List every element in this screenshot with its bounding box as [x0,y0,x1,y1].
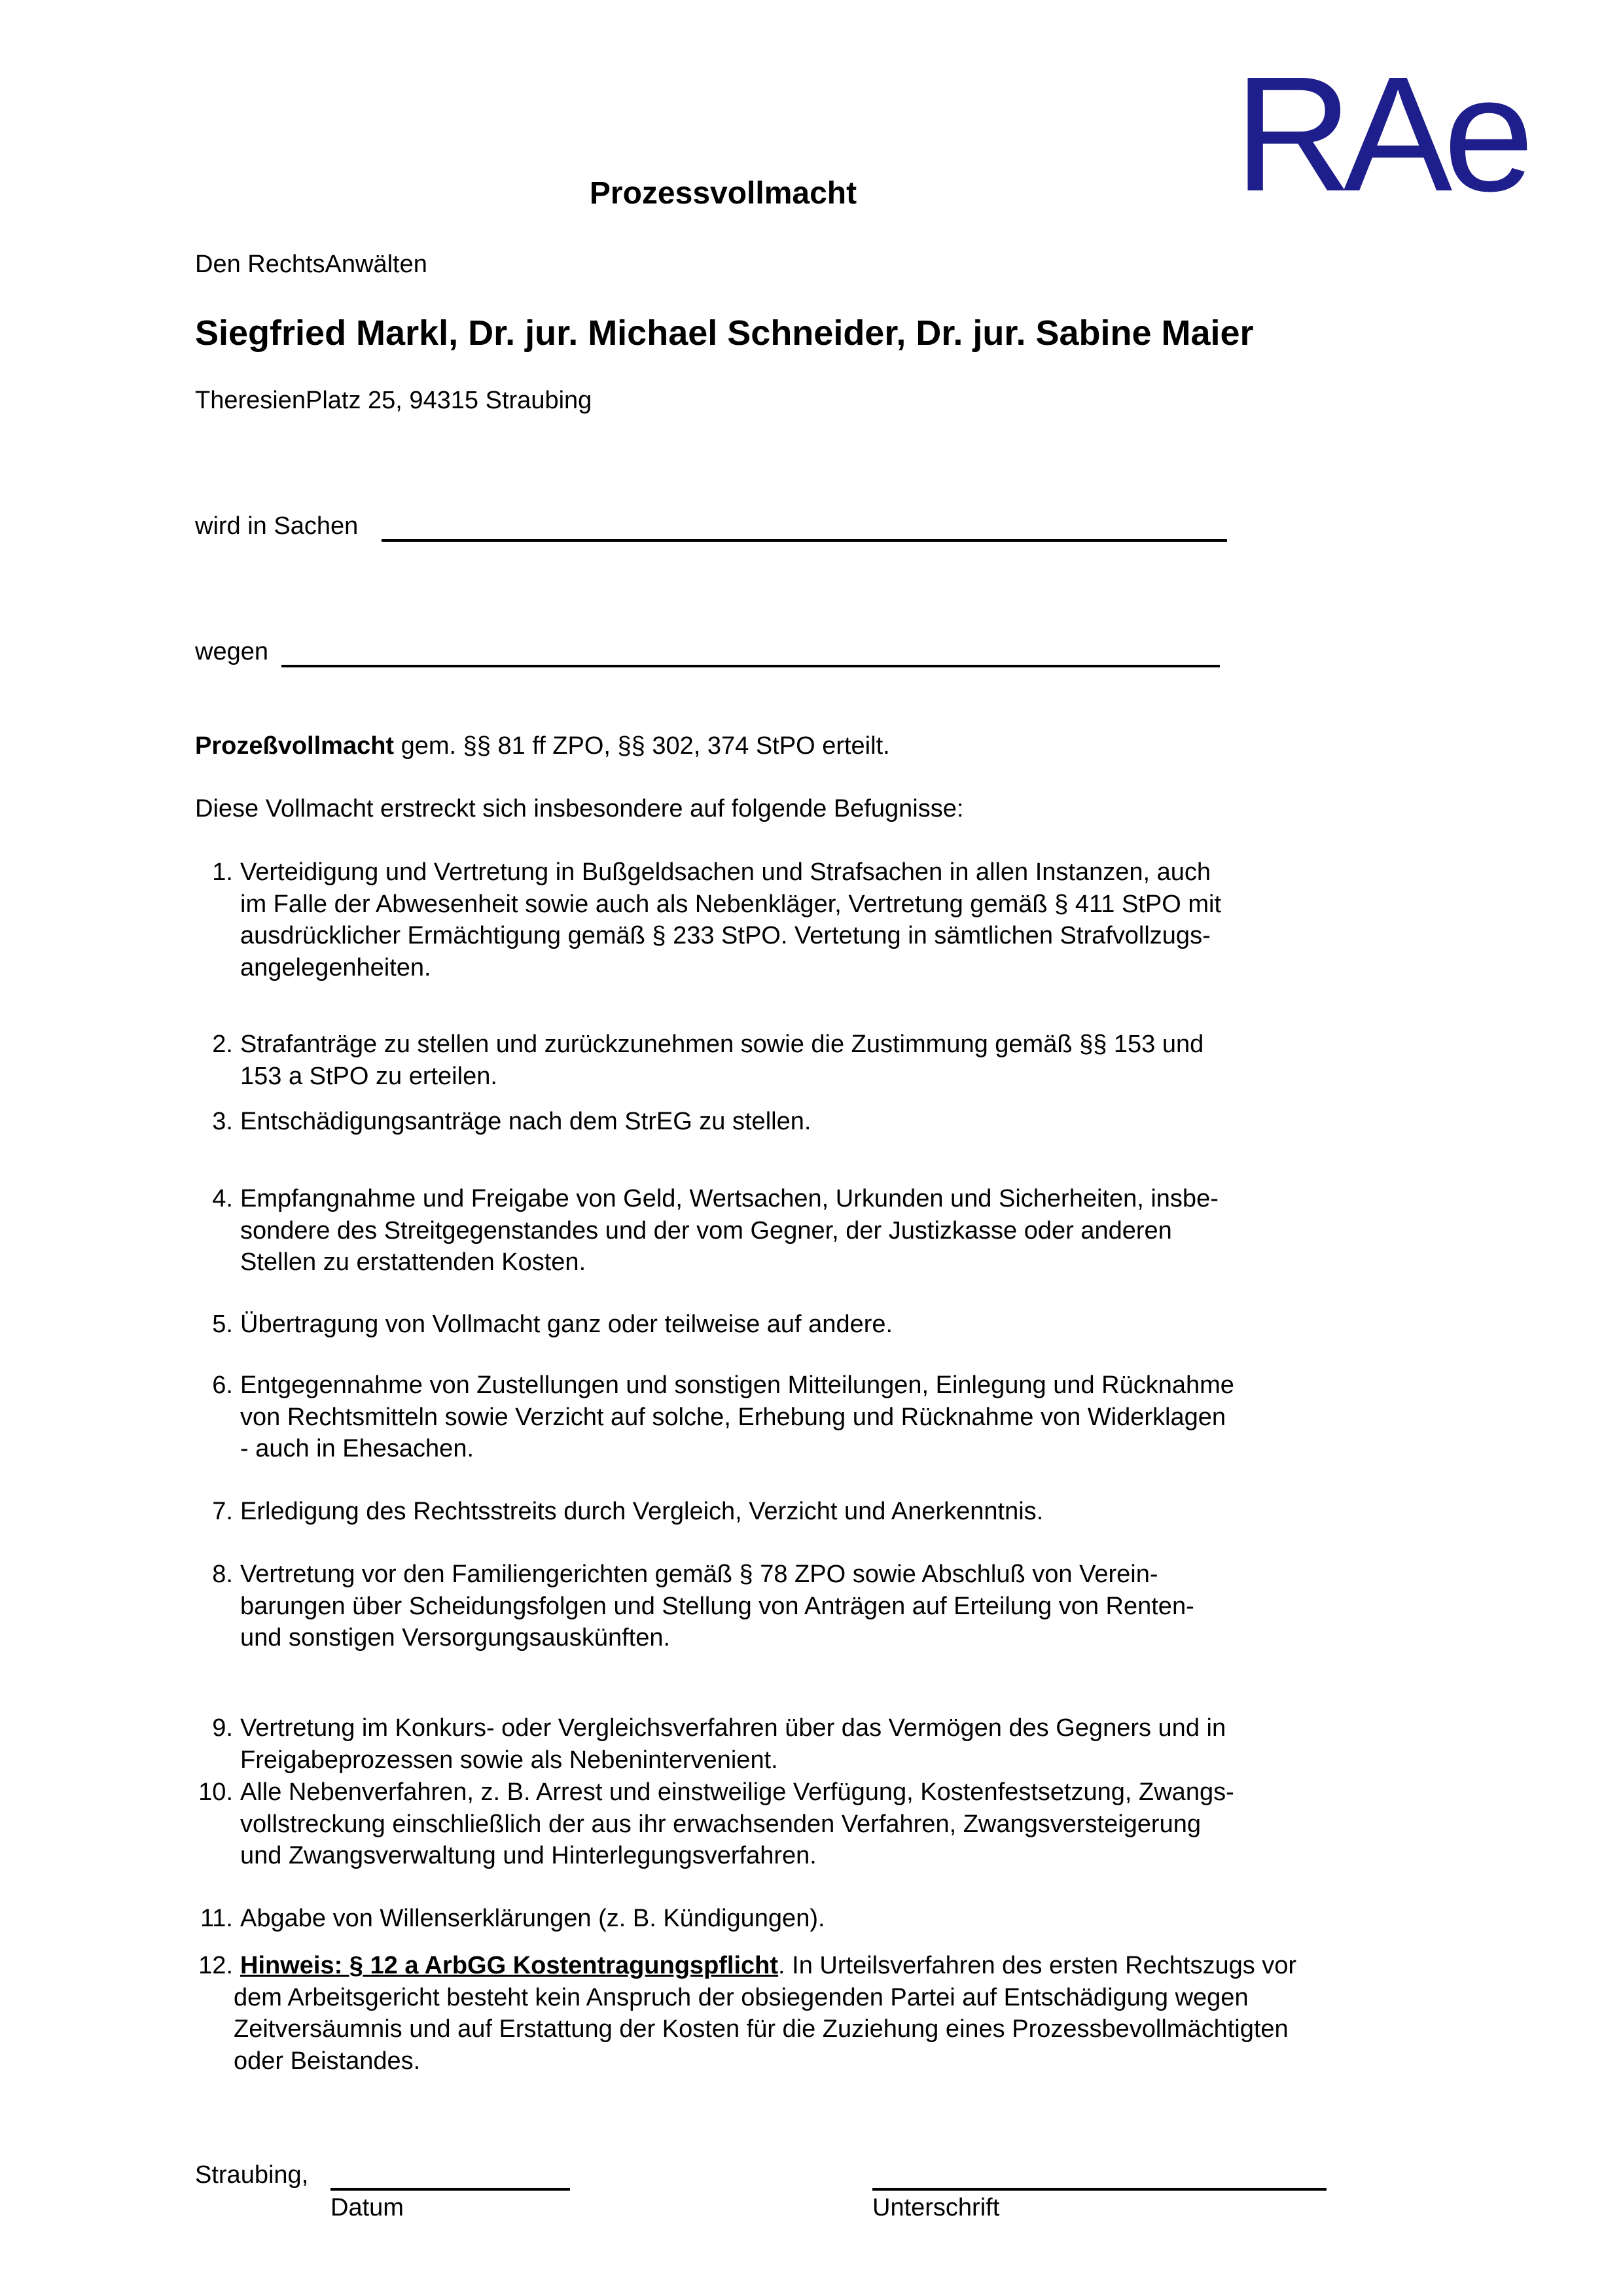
item-line: Erledigung des Rechtsstreits durch Vergleich, Verzicht und Anerkenntnis. [240,1498,1044,1525]
address: TheresienPlatz 25, 94315 Straubing [195,387,592,414]
item-first-line [240,1950,1296,1982]
item-line: Alle Nebenverfahren, z. B. Arrest und einstweilige Verfügung, Kostenfestsetzung, Zwangs- [240,1778,1234,1806]
item-number: 10. [198,1778,233,1806]
item-number: 2. [212,1031,233,1058]
lawyer-names: Siegfried Markl, Dr. jur. Michael Schneider, Dr. jur. Sabine Maier [195,313,1254,353]
item-line: dem Arbeitsgericht besteht kein Anspruch der obsiegenden Partei auf Entschädigung wegen [234,1983,1249,2011]
item-line: Freigabeprozessen sowie als Nebenintervenient. [240,1746,778,1774]
item-line: im Falle der Abwesenheit sowie auch als Nebenkläger, Vertretung gemäß § 411 StPO mit [240,890,1221,918]
item-line: Vertretung im Konkurs- oder Vergleichsverfahren über das Vermögen des Gegners und in [240,1714,1226,1742]
hinweis-bold: Hinweis: § 12 a ArbGG Kostentragungspflicht [240,1952,779,1979]
item-line: ausdrücklicher Ermächtigung gemäß § 233 StPO. Vertetung in sämtlichen Strafvollzugs- [240,922,1211,949]
item-line: Verteidigung und Vertretung in Bußgeldsachen und Strafsachen in allen Instanzen, auch [240,858,1211,886]
in-sachen-label: wird in Sachen [195,512,359,540]
item-number: 5. [212,1311,233,1338]
item-line: Entgegennahme von Zustellungen und sonstigen Mitteilungen, Einlegung und Rücknahme [240,1371,1234,1399]
item-line: Übertragung von Vollmacht ganz oder teilweise auf andere. [240,1311,893,1338]
item-line: und Zwangsverwaltung und Hinterlegungsverfahren. [240,1842,817,1869]
item-line: - auch in Ehesachen. [240,1435,474,1462]
item-number: 9. [212,1714,233,1742]
date-field[interactable] [330,2188,570,2191]
item-number: 8. [212,1561,233,1588]
recipient-label: Den RechtsAnwälten [195,251,427,278]
item-line: von Rechtsmitteln sowie Verzicht auf solche, Erhebung und Rücknahme von Widerklagen [240,1403,1226,1431]
wegen-label: wegen [195,638,268,665]
item-number: 6. [212,1371,233,1399]
rae-logo: RAe [1234,43,1525,225]
item-line: 153 a StPO zu erteilen. [240,1062,497,1090]
item-line: Entschädigungsanträge nach dem StrEG zu stellen. [240,1108,812,1135]
signature-label: Unterschrift [872,2194,1000,2221]
item-line: Strafanträge zu stellen und zurückzunehmen sowie die Zustimmung gemäß §§ 153 und [240,1031,1204,1058]
item-number: 7. [212,1498,233,1525]
item-number: 12. [198,1952,233,1979]
place-label: Straubing, [195,2161,309,2189]
item-line: sondere des Streitgegenstandes und der vom Gegner, der Justizkasse oder anderen [240,1216,1172,1245]
in-sachen-field[interactable] [382,539,1227,542]
signature-field[interactable] [872,2188,1327,2191]
item-line: vollstreckung einschließlich der aus ihr erwachsenden Verfahren, Zwangsversteigerung [240,1810,1201,1838]
item-number: 11. [200,1905,233,1932]
vollmacht-bold: Prozeßvollmacht [195,732,395,760]
wegen-field[interactable] [281,665,1220,667]
hinweis-rest: . In Urteilsverfahren des ersten Rechtszugs vor [778,1952,1297,1979]
intro-text: Diese Vollmacht erstreckt sich insbesondere auf folgende Befugnisse: [195,795,964,822]
item-number: 1. [212,858,233,886]
item-line: oder Beistandes. [234,2047,421,2075]
document-title: Prozessvollmacht [589,176,857,211]
item-number: 3. [212,1108,233,1135]
item-line: angelegenheiten. [240,953,431,981]
item-line: barungen über Scheidungsfolgen und Stellung von Anträgen auf Erteilung von Renten- [240,1592,1194,1620]
item-line: Vertretung vor den Familiengerichten gemäß § 78 ZPO sowie Abschluß von Verein- [240,1561,1158,1588]
item-line: Zeitversäumnis und auf Erstattung der Kosten für die Zuziehung eines Prozessbevollmächtigten [234,2015,1289,2043]
date-label: Datum [330,2194,404,2221]
item-line: Stellen zu erstattenden Kosten. [240,1248,586,1276]
item-line: und sonstigen Versorgungsauskünften. [240,1624,671,1651]
item-number: 4. [212,1185,233,1212]
item-line: Abgabe von Willenserklärungen (z. B. Kündigungen). [240,1905,825,1932]
vollmacht-statement [195,730,890,762]
vollmacht-rest: gem. §§ 81 ff ZPO, §§ 302, 374 StPO erteilt. [394,732,890,760]
item-line: Empfangnahme und Freigabe von Geld, Wertsachen, Urkunden und Sicherheiten, insbe- [240,1185,1219,1212]
